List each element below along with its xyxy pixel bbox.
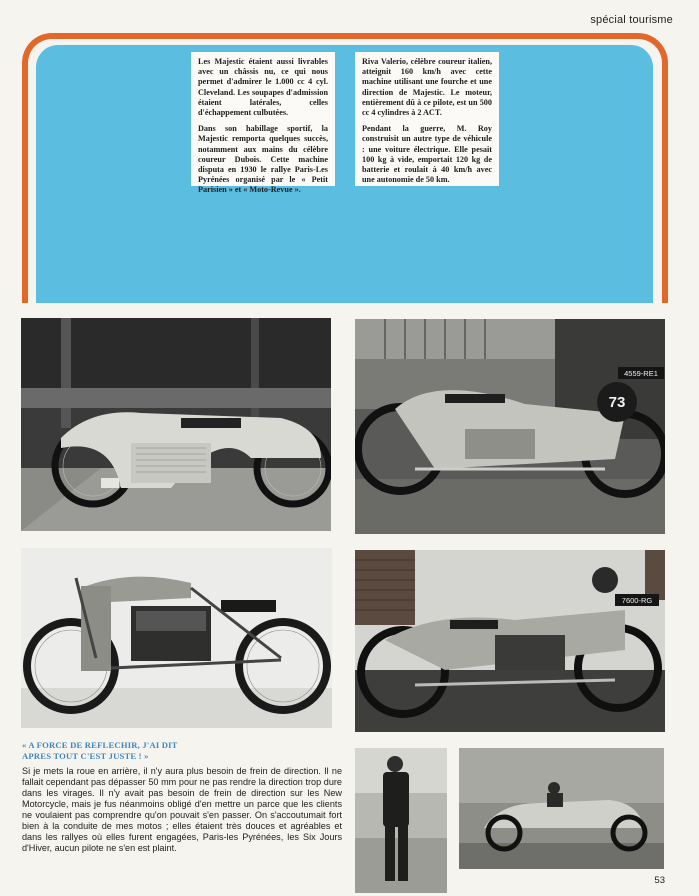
caption-left-1: Les Majestic étaient aussi livrables avec un châssis nu, ce qui nous permet d'admirer le 1.000 cc 4 cyl. Cleveland. Les soupapes d'admission étaient latérales, celles d'échappement culbutées.	[198, 57, 328, 118]
racing-number: 73	[608, 394, 626, 411]
photo-electric-car	[459, 748, 664, 869]
article-heading	[22, 740, 342, 762]
photo-majestic-sport	[355, 550, 665, 732]
caption-right-1: Riva Valerio, célèbre coureur italien, atteignit 160 km/h avec cette machine utilisant une fourche et une direction de Majestic. Le moteur, entièrement dû à ce pilote, est un 500 cc 4 cylindres à 2 ACT.	[362, 57, 492, 118]
photo-majestic-garage	[21, 318, 331, 531]
caption-left-2: Dans son habillage sportif, la Majestic remporta quelques succès, notamment aux mains du célèbre coureur Dubois. Cette machine disputa en 1930 le rallye Paris-Les Pyrénées organisé par le « Petit Parisien » et « Moto-Revue ».	[198, 124, 328, 195]
section-header: spécial tourisme	[590, 14, 673, 26]
photo-man-standing	[355, 748, 447, 893]
page-number: 53	[654, 875, 665, 886]
article-body: Si je mets la roue en arrière, il n'y aura plus besoin de frein de direction. Il ne fallait cependant pas dépasser 50 mm pour ne pas rendre la direction trop dure dans les virages. Il n'y avait pas besoin de frein de direction sur les New Motorcycle, mais je fus néanmoins obligé d'en mettre un parce que les clients ne voulaient pas comprendre qu'on pouvait s'en passer. On s'accoutumait fort bien à la conduite de mes motos ; elles étaient très douces et agréables et dans les rallyes où elles furent engagées, Paris-les Pyrénées, les Six Jours d'Hiver, aucun pilote ne s'en est plaint.	[22, 766, 342, 853]
caption-box-left	[191, 52, 335, 195]
caption-box-right	[355, 52, 499, 186]
caption-right-2: Pendant la guerre, M. Roy construisit un autre type de véhicule : une voiture électrique. Elle pesait 100 kg à vide, emportait 120 kg de batterie et roulait à 40 km/h avec une autonomie de 50 km.	[362, 124, 492, 185]
license-plate-1: 4559-RE1	[624, 369, 658, 378]
article-heading-line-2: APRES TOUT C'EST JUSTE ! »	[22, 751, 149, 761]
article-heading-line-1: « A FORCE DE REFLECHIR, J'AI DIT	[22, 740, 178, 750]
blue-caption-panel	[36, 45, 653, 303]
photo-bare-chassis	[21, 548, 332, 728]
license-plate-2: 7600-RG	[621, 596, 653, 605]
photo-riva-valerio-machine	[355, 319, 665, 534]
